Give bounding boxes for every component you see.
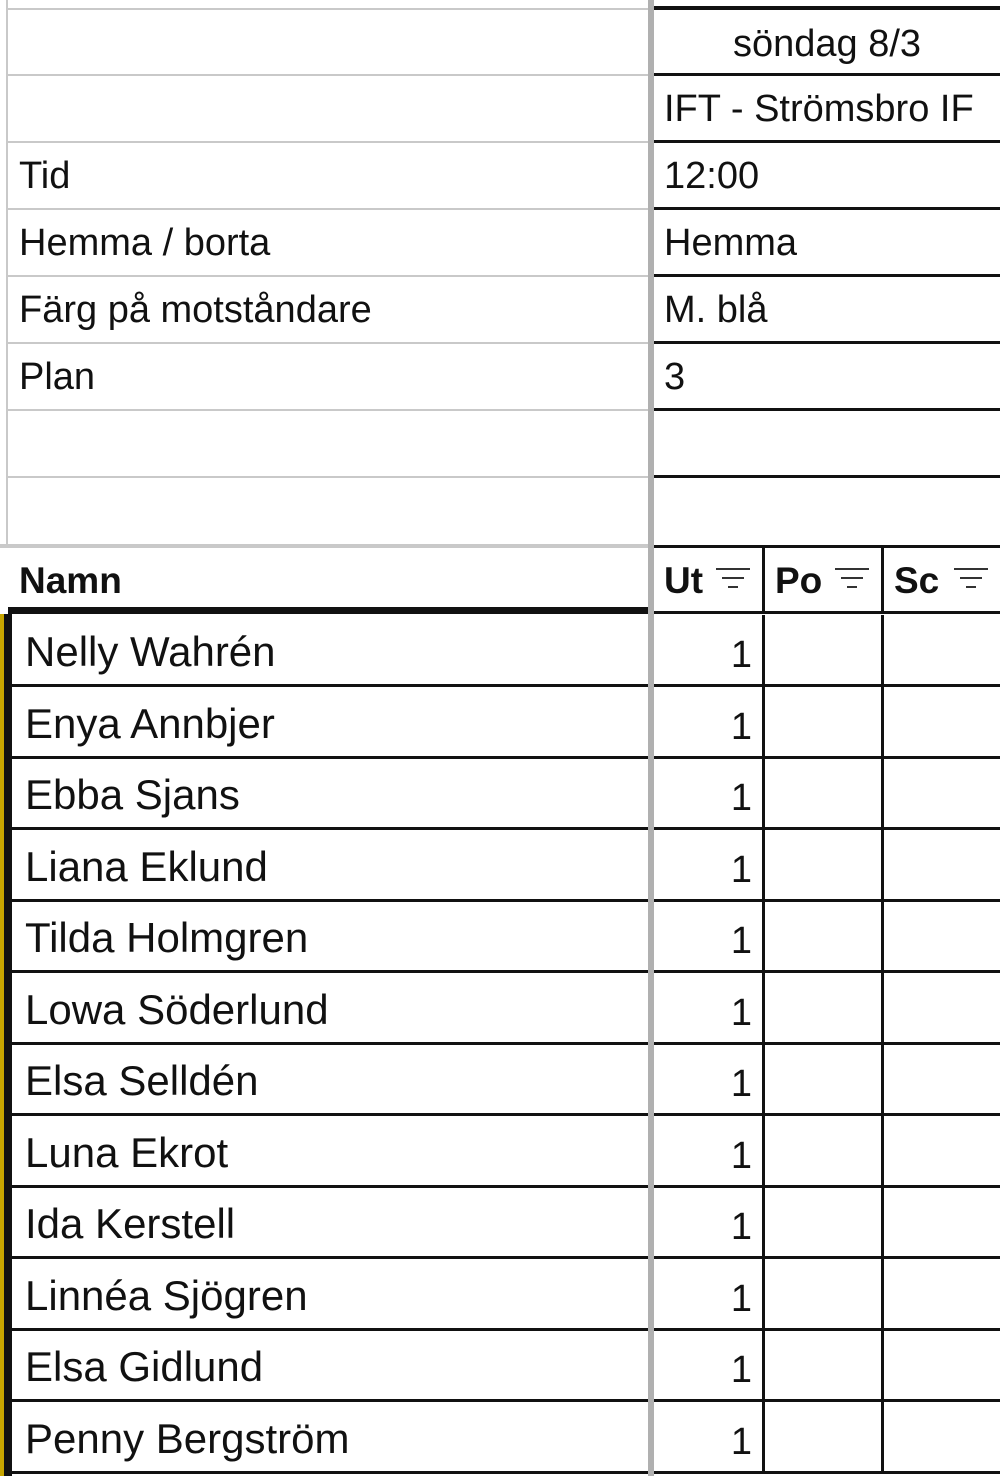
header-col-sc[interactable] [884, 548, 1000, 614]
player-name[interactable]: Elsa Selldén [12, 1044, 648, 1116]
info-value-plan[interactable]: 3 [654, 344, 1000, 411]
player-value-cell[interactable] [884, 901, 1000, 973]
info-label-home-away[interactable]: Hemma / borta [8, 210, 648, 277]
player-value-cell[interactable]: 1 [654, 1259, 765, 1331]
filter-icon[interactable] [835, 568, 869, 590]
player-value-cell[interactable] [765, 1259, 884, 1331]
player-name[interactable]: Penny Bergström [12, 1402, 648, 1474]
player-name[interactable]: Liana Eklund [12, 830, 648, 902]
player-value-cell[interactable] [884, 830, 1000, 902]
player-value-cell[interactable]: 1 [654, 973, 765, 1045]
filter-icon[interactable] [954, 568, 988, 590]
player-name[interactable]: Nelly Wahrén [12, 615, 648, 687]
left-accent [0, 614, 4, 1476]
player-value-cell[interactable] [884, 1330, 1000, 1402]
player-name[interactable]: Tilda Holmgren [12, 901, 648, 973]
player-value-cell[interactable] [765, 1402, 884, 1474]
header-col-ut-label: Ut [664, 560, 704, 601]
player-value-cell[interactable]: 1 [654, 615, 765, 687]
player-name[interactable]: Lowa Söderlund [12, 973, 648, 1045]
player-name[interactable]: Linnéa Sjögren [12, 1259, 648, 1331]
player-value-cell[interactable] [884, 1187, 1000, 1259]
player-value-cell[interactable] [765, 973, 884, 1045]
header-name[interactable]: Namn [8, 548, 648, 614]
player-value-cell[interactable] [765, 615, 884, 687]
player-value-cell[interactable] [765, 1044, 884, 1116]
player-value-cell[interactable] [765, 830, 884, 902]
player-value-cell[interactable]: 1 [654, 687, 765, 759]
match-date[interactable]: söndag 8/3 [654, 11, 1000, 76]
empty-cell[interactable] [8, 478, 648, 545]
left-border-thick [4, 614, 12, 1476]
player-value-cell[interactable]: 1 [654, 901, 765, 973]
empty-cell[interactable] [8, 76, 648, 143]
player-name[interactable]: Luna Ekrot [12, 1116, 648, 1188]
player-value-cell[interactable]: 1 [654, 1402, 765, 1474]
player-value-cell[interactable]: 1 [654, 1116, 765, 1188]
player-value-cell[interactable] [884, 615, 1000, 687]
match-teams[interactable]: IFT - Strömsbro IF [654, 76, 1000, 143]
info-value-tid[interactable]: 12:00 [654, 143, 1000, 210]
empty-cell[interactable] [8, 9, 648, 76]
player-name[interactable]: Elsa Gidlund [12, 1330, 648, 1402]
info-label-plan[interactable]: Plan [8, 344, 648, 411]
player-name[interactable]: Ida Kerstell [12, 1187, 648, 1259]
player-value-cell[interactable] [765, 687, 884, 759]
player-value-cell[interactable] [884, 1044, 1000, 1116]
empty-cell[interactable] [8, 411, 648, 478]
player-value-cell[interactable]: 1 [654, 1044, 765, 1116]
info-label-tid[interactable]: Tid [8, 143, 648, 210]
header-col-po-label: Po [775, 560, 823, 601]
player-value-cell[interactable] [884, 687, 1000, 759]
empty-cell[interactable] [654, 478, 1000, 548]
info-value-opponent-color[interactable]: M. blå [654, 277, 1000, 344]
player-value-cell[interactable] [884, 973, 1000, 1045]
header-col-sc-label: Sc [894, 560, 940, 601]
top-border [654, 0, 1000, 10]
player-value-cell[interactable] [884, 1402, 1000, 1474]
player-name[interactable]: Ebba Sjans [12, 758, 648, 830]
player-value-cell[interactable]: 1 [654, 830, 765, 902]
player-value-cell[interactable]: 1 [654, 1330, 765, 1402]
header-col-ut[interactable] [654, 548, 765, 614]
player-value-cell[interactable] [765, 758, 884, 830]
info-label-opponent-color[interactable]: Färg på motståndare [8, 277, 648, 344]
player-value-cell[interactable] [765, 1116, 884, 1188]
header-col-po[interactable] [765, 548, 884, 614]
player-value-cell[interactable]: 1 [654, 758, 765, 830]
empty-cell[interactable] [654, 411, 1000, 478]
filter-icon[interactable] [716, 568, 750, 590]
player-value-cell[interactable] [765, 901, 884, 973]
player-value-cell[interactable]: 1 [654, 1187, 765, 1259]
player-name[interactable]: Enya Annbjer [12, 687, 648, 759]
player-value-cell[interactable] [884, 1116, 1000, 1188]
player-value-cell[interactable] [884, 1259, 1000, 1331]
player-value-cell[interactable] [765, 1187, 884, 1259]
player-value-cell[interactable] [884, 758, 1000, 830]
info-value-home-away[interactable]: Hemma [654, 210, 1000, 277]
player-value-cell[interactable] [765, 1330, 884, 1402]
header-bottom-border [654, 611, 1000, 614]
